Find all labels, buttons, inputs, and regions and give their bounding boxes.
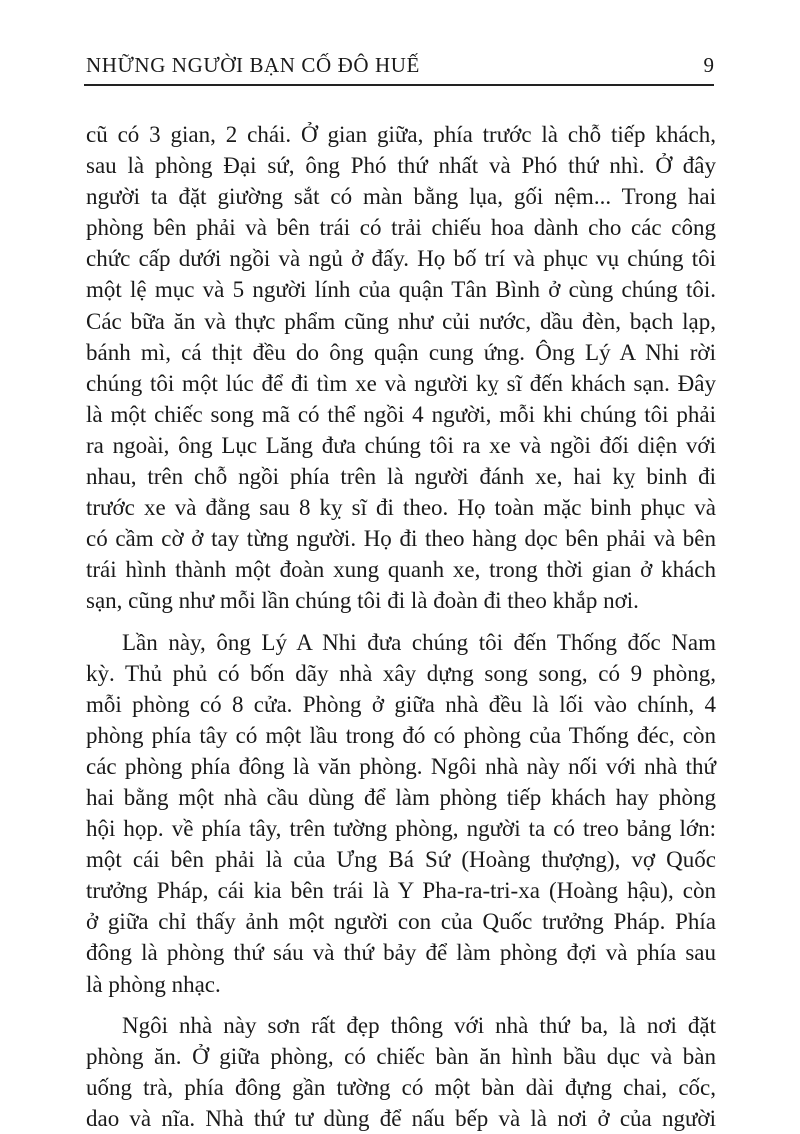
- text-line: sau là phòng Đại sứ, ông Phó thứ nhất và Phó thứ nhì. Ở đây: [86, 153, 716, 179]
- text-line: nhau, trên chỗ ngồi phía trên là người đánh xe, hai kỵ binh đi: [86, 464, 716, 490]
- text-line: phòng phía tây có một lầu trong đó có phòng của Thống đéc, còn: [86, 722, 716, 748]
- text-line: trưởng Pháp, cái kia bên trái là Y Pha-ra-tri-xa (Hoàng hậu), còn: [86, 878, 716, 904]
- text-line: Các bữa ăn và thực phẩm cũng như củi nước, dầu đèn, bạch lạp,: [86, 308, 716, 334]
- text-line: sạn, cũng như mỗi lần chúng tôi đi là đoàn đi theo khắp nơi.: [86, 588, 639, 614]
- paragraph-1: [86, 119, 716, 617]
- text-line: là phòng nhạc.: [86, 971, 221, 997]
- text-line: người ta đặt giường sắt có màn bằng lụa, gối nệm... Trong hai: [86, 184, 716, 210]
- text-line: uống trà, phía đông gần tường có một bàn dài đựng chai, cốc,: [86, 1074, 716, 1100]
- text-line: chúng tôi một lúc để đi tìm xe và người kỵ sĩ đến khách sạn. Đây: [86, 370, 716, 396]
- text-line: hai bằng một nhà cầu dùng để làm phòng tiếp khách hay phòng: [86, 784, 716, 810]
- text-line: dao và nĩa. Nhà thứ tư dùng để nấu bếp và là nơi ở của người: [86, 1105, 716, 1131]
- text-line: chức cấp dưới ngồi và ngủ ở đấy. Họ bố trí và phục vụ chúng tôi: [86, 246, 716, 272]
- text-line: một cái bên phải là của Ưng Bá Sứ (Hoàng thượng), vợ Quốc: [86, 847, 716, 873]
- text-line: phòng bên phải và bên trái có trải chiếu hoa dành cho các công: [86, 215, 716, 241]
- text-line: hội họp. về phía tây, trên tường phòng, người ta có treo bảng lớn:: [86, 816, 716, 842]
- text-line: một lệ mục và 5 người lính của quận Tân Bình ở cùng chúng tôi.: [86, 277, 716, 303]
- paragraph-3: [86, 1010, 716, 1134]
- text-line: trước xe và đằng sau 8 kỵ sĩ đi theo. Họ toàn mặc binh phục và: [86, 495, 716, 521]
- body-text: [86, 119, 716, 1134]
- text-line: cũ có 3 gian, 2 chái. Ở gian giữa, phía trước là chỗ tiếp khách,: [86, 122, 716, 147]
- running-head: [86, 52, 714, 80]
- paragraph-2: [86, 627, 716, 1000]
- text-line: mỗi phòng có 8 cửa. Phòng ở giữa nhà đều là lối vào chính, 4: [86, 691, 716, 717]
- text-line: là một chiếc song mã có thể ngồi 4 người, mỗi khi chúng tôi phải: [86, 401, 716, 427]
- running-title: NHỮNG NGƯỜI BẠN CỐ ĐÔ HUẾ: [86, 53, 420, 77]
- text-line: đông là phòng thứ sáu và thứ bảy để làm phòng đợi và phía sau: [86, 940, 716, 966]
- text-line: ra ngoài, ông Lục Lăng đưa chúng tôi ra xe và ngồi đối diện với: [86, 432, 716, 458]
- text-line: các phòng phía đông là văn phòng. Ngôi nhà này nối với nhà thứ: [86, 753, 716, 779]
- text-line: ở giữa chỉ thấy ảnh một người con của Quốc trưởng Pháp. Phía: [86, 909, 716, 935]
- header-rule: [84, 84, 714, 86]
- text-line: trái hình thành một đoàn xung quanh xe, trong thời gian ở khách: [86, 557, 716, 583]
- page-number: 9: [703, 53, 714, 77]
- text-line: kỳ. Thủ phủ có bốn dãy nhà xây dựng song song, có 9 phòng,: [86, 660, 716, 686]
- text-line: phòng ăn. Ở giữa phòng, có chiếc bàn ăn hình bầu dục và bàn: [86, 1043, 716, 1069]
- text-line: có cầm cờ ở tay từng người. Họ đi theo hàng dọc bên phải và bên: [86, 526, 716, 552]
- text-line: Ngôi nhà này sơn rất đẹp thông với nhà thứ ba, là nơi đặt: [122, 1012, 716, 1038]
- text-line: Lần này, ông Lý A Nhi đưa chúng tôi đến Thống đốc Nam: [122, 629, 716, 655]
- text-line: bánh mì, cá thịt đều do ông quận cung ứng. Ông Lý A Nhi rời: [86, 339, 716, 365]
